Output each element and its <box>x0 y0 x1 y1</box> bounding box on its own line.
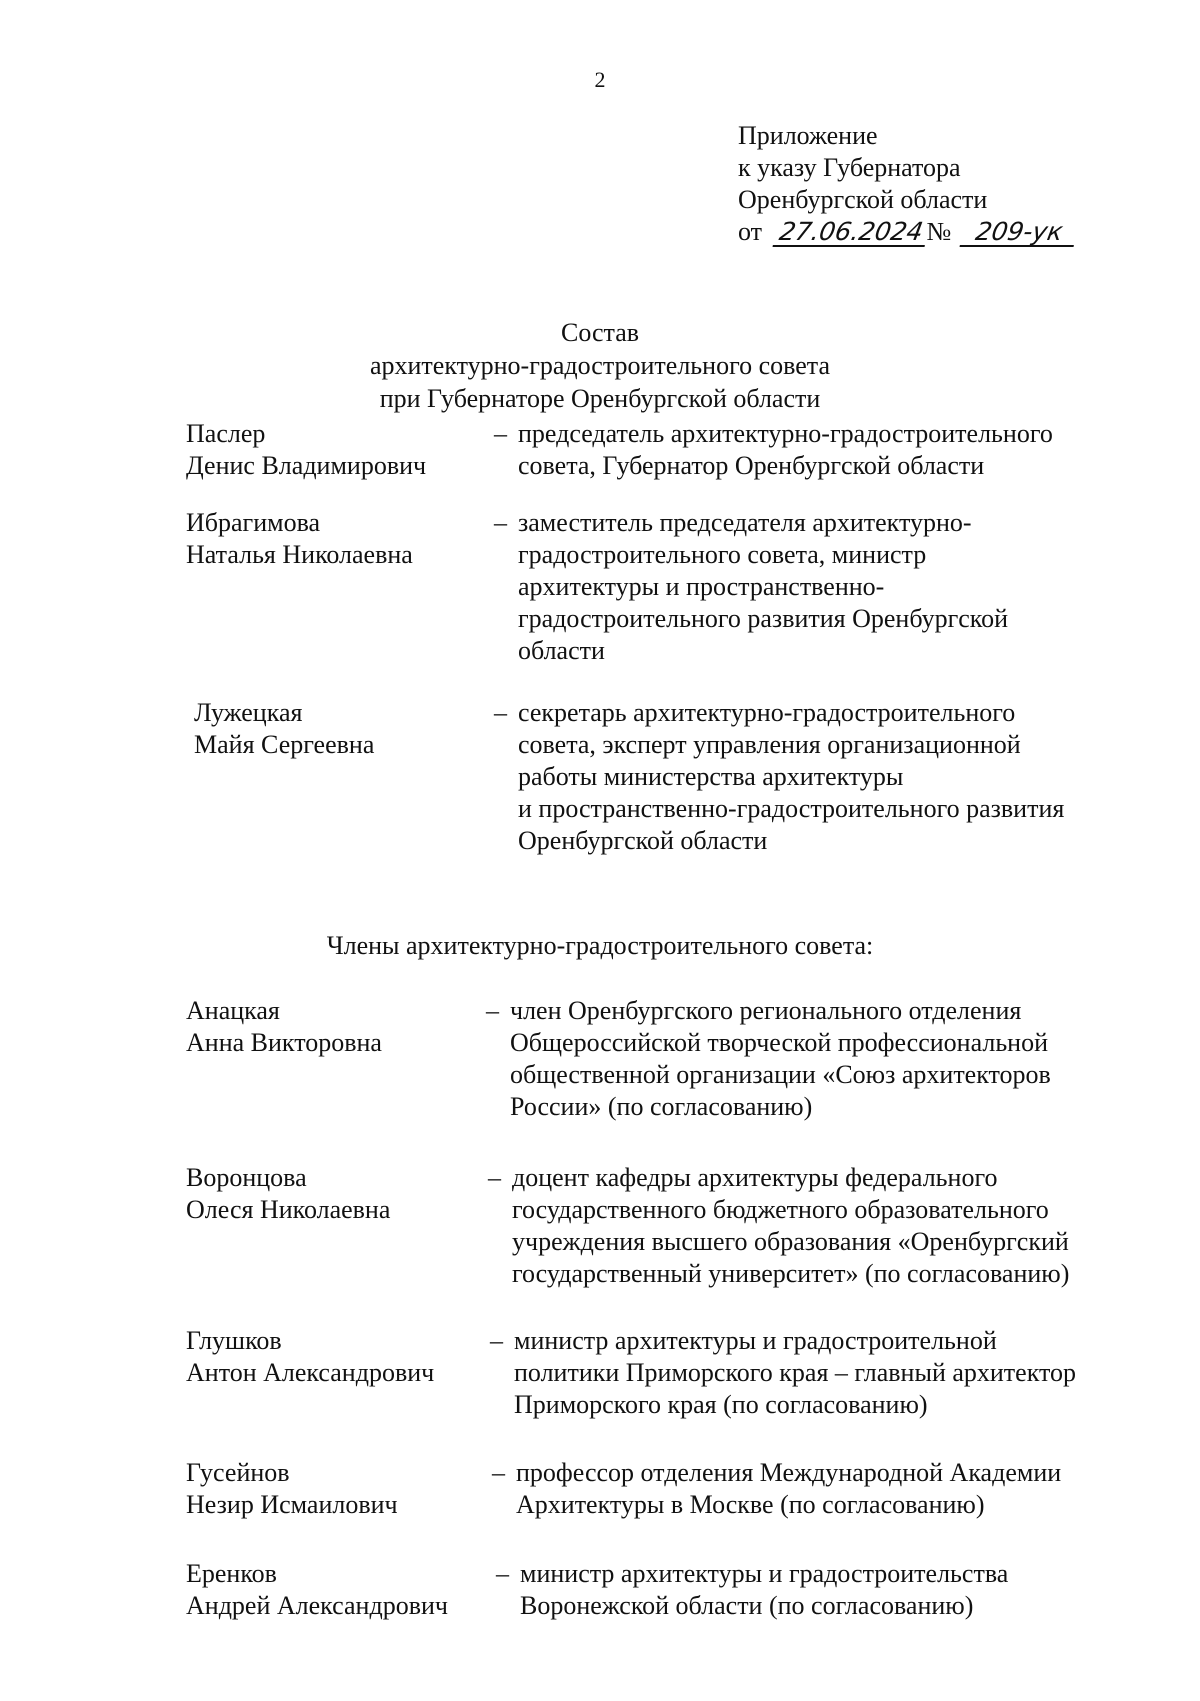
member-description <box>486 995 1150 1123</box>
description-line: градостроительного развития Оренбургской <box>518 604 1009 633</box>
member-description <box>490 1325 1154 1421</box>
member-given-names: Антон Александрович <box>186 1358 435 1387</box>
member-name <box>186 1325 506 1389</box>
description-line: России» (по согласованию) <box>510 1092 813 1121</box>
description-line: председатель архитектурно-градостроительного <box>518 419 1053 448</box>
member-given-names: Денис Владимирович <box>186 451 427 480</box>
dash: – <box>494 698 507 727</box>
appendix-line-2: к указу Губернатора <box>738 153 961 182</box>
description-line: доцент кафедры архитектуры федерального <box>512 1163 998 1192</box>
member-description <box>494 697 1158 857</box>
page-number: 2 <box>594 67 606 92</box>
appendix-date-line <box>738 216 1158 248</box>
from-label: от <box>738 217 763 246</box>
number-label: № <box>926 217 952 246</box>
description-line: государственного бюджетного образовательного <box>512 1195 1049 1224</box>
dash: – <box>492 1458 505 1487</box>
description-line: Архитектуры в Москве (по согласованию) <box>516 1490 985 1519</box>
member-given-names: Олеся Николаевна <box>186 1195 391 1224</box>
document-title <box>0 316 1200 415</box>
appendix-line-1: Приложение <box>738 121 878 150</box>
appendix-line-3: Оренбургской области <box>738 185 988 214</box>
member-name <box>186 1558 506 1622</box>
description-line: градостроительного совета, министр <box>518 540 927 569</box>
member-surname: Ибрагимова <box>186 508 321 537</box>
description-line: секретарь архитектурно-градостроительного <box>518 698 1016 727</box>
member-surname: Лужецкая <box>194 698 303 727</box>
description-line: политики Приморского края – главный архитектор <box>514 1358 1077 1387</box>
member-name <box>186 418 506 482</box>
member-given-names: Андрей Александрович <box>186 1591 448 1620</box>
description-line: государственный университет» (по согласованию) <box>512 1259 1070 1288</box>
member-description <box>494 507 1158 667</box>
member-name <box>186 1162 506 1226</box>
title-line-3: при Губернаторе Оренбургской области <box>379 384 821 413</box>
description-line: Общероссийской творческой профессиональной <box>510 1028 1049 1057</box>
description-line: совета, эксперт управления организационной <box>518 730 1021 759</box>
member-given-names: Майя Сергеевна <box>194 730 375 759</box>
member-description <box>492 1457 1156 1521</box>
description-line: профессор отделения Международной Академии <box>516 1458 1062 1487</box>
member-surname: Еренков <box>186 1559 277 1588</box>
title-line-1: Состав <box>560 318 640 347</box>
appendix-header <box>738 120 1158 248</box>
description-line: области <box>518 636 605 665</box>
member-name <box>186 507 506 571</box>
description-line: Оренбургской области <box>518 826 768 855</box>
member-name <box>186 995 506 1059</box>
description-line: Воронежской области (по согласованию) <box>520 1591 974 1620</box>
handwritten-date: 27.06.2024 <box>772 219 929 247</box>
member-description <box>496 1558 1160 1622</box>
description-line: член Оренбургского регионального отделения <box>510 996 1022 1025</box>
title-line-2: архитектурно-градостроительного совета <box>369 351 831 380</box>
description-line: министр архитектуры и градостроительной <box>514 1326 997 1355</box>
dash: – <box>488 1163 501 1192</box>
member-given-names: Анна Викторовна <box>186 1028 382 1057</box>
dash: – <box>496 1559 509 1588</box>
description-line: министр архитектуры и градостроительства <box>520 1559 1009 1588</box>
member-surname: Паслер <box>186 419 266 448</box>
member-surname: Анацкая <box>186 996 280 1025</box>
description-line: заместитель председателя архитектурно- <box>518 508 972 537</box>
description-line: архитектуры и пространственно- <box>518 572 885 601</box>
dash: – <box>494 419 507 448</box>
member-surname: Глушков <box>186 1326 282 1355</box>
member-description <box>494 418 1158 482</box>
dash: – <box>490 1326 503 1355</box>
member-surname: Воронцова <box>186 1163 307 1192</box>
description-line: Приморского края (по согласованию) <box>514 1390 928 1419</box>
description-line: совета, Губернатор Оренбургской области <box>518 451 985 480</box>
description-line: учреждения высшего образования «Оренбургский <box>512 1227 1069 1256</box>
member-name <box>194 697 514 761</box>
members-heading: Члены архитектурно-градостроительного совета: <box>326 931 874 960</box>
member-description <box>488 1162 1152 1290</box>
member-given-names: Незир Исмаилович <box>186 1490 398 1519</box>
description-line: работы министерства архитектуры <box>518 762 904 791</box>
member-name <box>186 1457 506 1521</box>
member-given-names: Наталья Николаевна <box>186 540 413 569</box>
handwritten-number: 209-ук <box>959 219 1078 247</box>
dash: – <box>494 508 507 537</box>
description-line: и пространственно-градостроительного развития <box>518 794 1065 823</box>
description-line: общественной организации «Союз архитекторов <box>510 1060 1051 1089</box>
dash: – <box>486 996 499 1025</box>
member-surname: Гусейнов <box>186 1458 290 1487</box>
